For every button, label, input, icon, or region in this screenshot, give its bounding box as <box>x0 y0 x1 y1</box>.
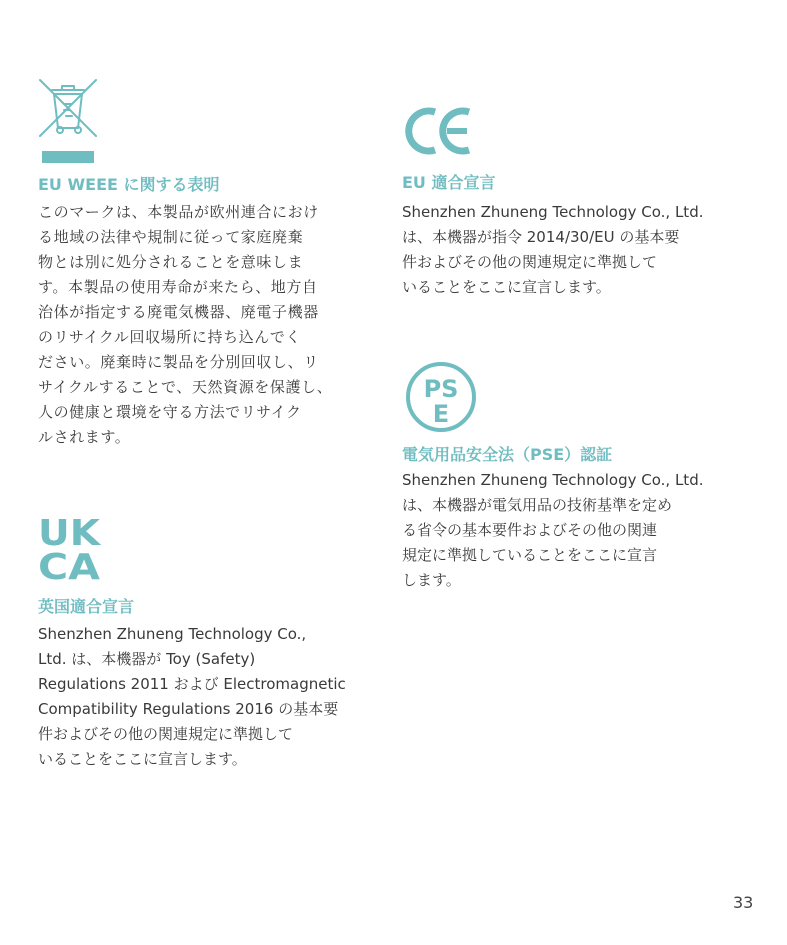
text-line: 人の健康と環境を守る方法でリサイク <box>38 403 302 421</box>
text-line: は、本機器が電気用品の技術基準を定め <box>402 496 673 514</box>
weee-crossed-bin-icon <box>38 78 98 166</box>
text-line: します。 <box>402 571 461 589</box>
ce-body <box>402 200 752 300</box>
ukca-logo-top: UK <box>38 515 102 554</box>
text-line: す。本製品の使用寿命が来たら、地方自 <box>38 278 318 296</box>
text-line: 物とは別に処分されることを意味しま <box>38 253 304 271</box>
weee-heading: EU WEEE に関する表明 <box>38 175 220 194</box>
text-line: Compatibility Regulations 2016 の基本要 <box>38 700 339 718</box>
ce-mark-icon <box>404 106 476 156</box>
ce-heading: EU 適合宣言 <box>402 173 496 192</box>
text-line: 件およびその他の関連規定に準拠して <box>402 253 658 271</box>
text-line: 治体が指定する廃電気機器、廃電子機器 <box>38 303 319 321</box>
ukca-heading: 英国適合宣言 <box>38 597 135 616</box>
text-line: Shenzhen Zhuneng Technology Co., Ltd. <box>402 203 704 221</box>
page-number: 33 <box>733 893 754 912</box>
text-line: ださい。廃棄時に製品を分別回収し、リ <box>38 353 319 371</box>
text-line: 規定に準拠していることをここに宣言 <box>402 546 658 564</box>
text-line: Regulations 2011 および Electromagnetic <box>38 675 346 693</box>
ukca-body <box>38 622 378 772</box>
pse-logo-top: PS <box>423 375 459 403</box>
text-line: ルされます。 <box>38 428 131 446</box>
pse-body <box>402 468 752 593</box>
text-line: る地域の法律や規制に従って家庭廃棄 <box>38 228 304 246</box>
text-line: サイクルすることで、天然資源を保護し、 <box>38 378 333 396</box>
text-line: Shenzhen Zhuneng Technology Co., Ltd. <box>402 471 704 489</box>
text-line: Shenzhen Zhuneng Technology Co., <box>38 625 307 643</box>
text-line: このマークは、本製品が欧州連合におけ <box>38 203 319 221</box>
text-line: 件およびその他の関連規定に準拠して <box>38 725 294 743</box>
ukca-logo-bottom: CA <box>38 547 101 581</box>
weee-body <box>38 200 378 450</box>
text-line: いることをここに宣言します。 <box>38 750 247 768</box>
pse-logo-bottom: E <box>432 400 450 428</box>
pse-heading: 電気用品安全法（PSE）認証 <box>402 445 613 464</box>
text-line: Ltd. は、本機器が Toy (Safety) <box>38 650 256 668</box>
text-line: のリサイクル回収場所に持ち込んでく <box>38 328 302 346</box>
pse-mark-icon <box>404 360 478 434</box>
text-line: は、本機器が指令 2014/30/EU の基本要 <box>402 228 680 246</box>
ukca-mark-icon <box>38 515 102 581</box>
text-line: いることをここに宣言します。 <box>402 278 611 296</box>
text-line: る省令の基本要件およびその他の関連 <box>402 521 658 539</box>
